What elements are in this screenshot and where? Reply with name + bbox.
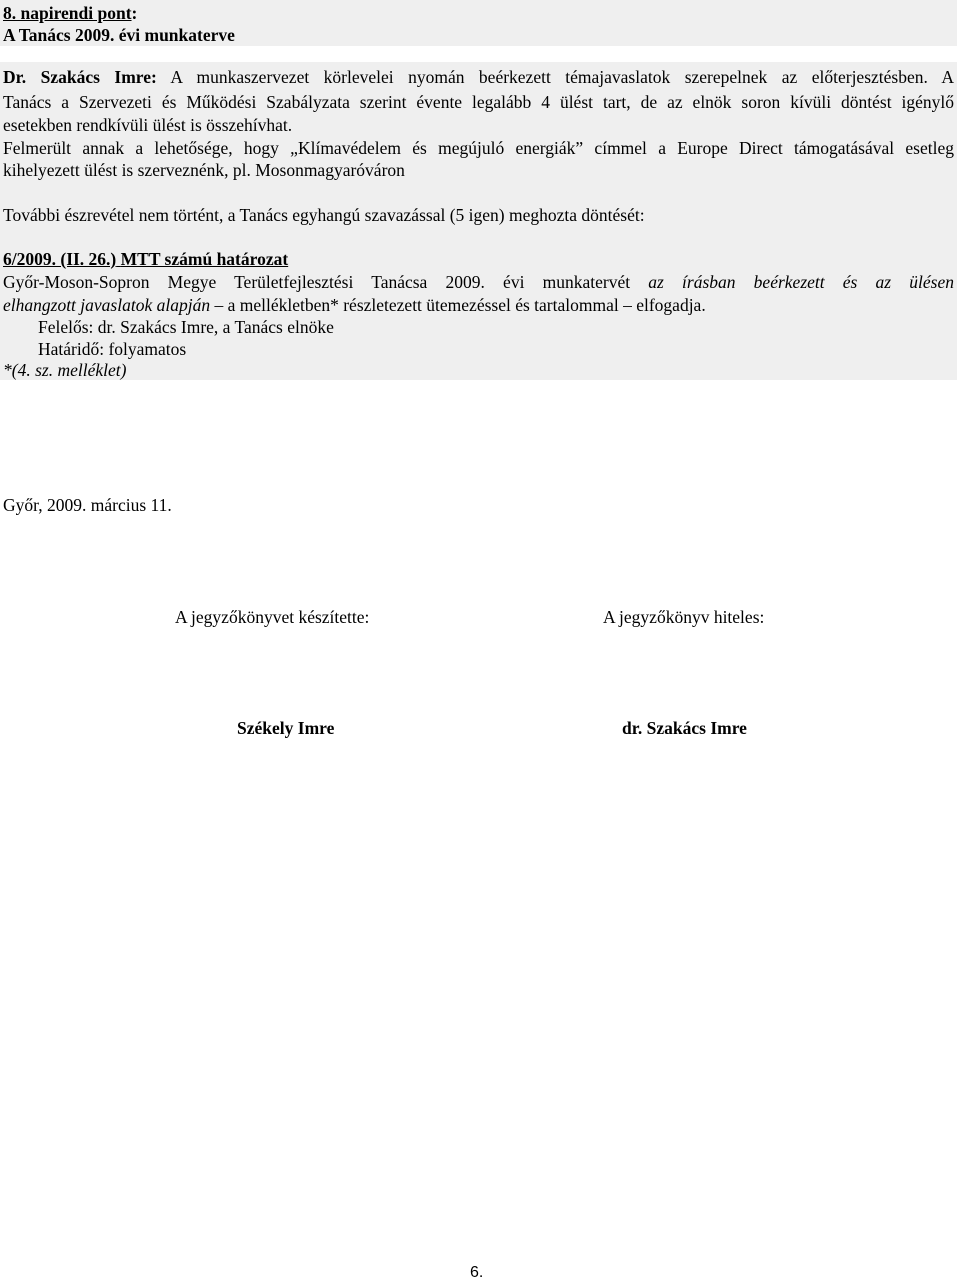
place-date: Győr, 2009. március 11. [3, 495, 172, 515]
resolution-deadline: Határidő: folyamatos [38, 339, 187, 359]
discussion-line-3: esetekben rendkívüli ülést is összehívhat. [3, 115, 293, 135]
discussion-line-5: kihelyezett ülést is szerveznénk, pl. Mosonmagyaróváron [3, 160, 405, 180]
agenda-heading [3, 2, 137, 24]
attachment-note: *(4. sz. melléklet) [3, 360, 127, 380]
resolution-number: 6/2009. (II. 26.) [3, 249, 117, 269]
resolution-heading [3, 248, 288, 270]
resolution-italic-2: elhangzott javaslatok alapján [3, 295, 211, 315]
discussion-line-1 [3, 66, 954, 88]
signature-right-label: A jegyzőkönyv hiteles: [603, 607, 765, 627]
resolution-italic-1: az írásban beérkezett és az ülésen [648, 272, 954, 292]
signature-left-label: A jegyzőkönyvet készítette: [175, 607, 370, 627]
signature-left-name: Székely Imre [237, 718, 335, 738]
resolution-line-2 [3, 294, 706, 316]
resolution-title: MTT számú határozat [120, 249, 289, 269]
agenda-number: 8. napirendi pont [3, 3, 132, 23]
vote-statement: További észrevétel nem történt, a Tanács egyhangú szavazással (5 igen) meghozta döntését: [3, 205, 645, 225]
agenda-colon: : [131, 3, 138, 23]
resolution-text-1: Győr-Moson-Sopron Megye Területfejlesztési Tanácsa 2009. évi munkatervét [3, 272, 631, 292]
resolution-line-1 [3, 271, 954, 293]
agenda-title: A Tanács 2009. évi munkaterve [3, 25, 235, 45]
discussion-text-1: A munkaszervezet körlevelei nyomán beérkezett témajavaslatok szerepelnek az előterjesztésben. A [170, 67, 954, 87]
discussion-line-4: Felmerült annak a lehetősége, hogy „Klímavédelem és megújuló energiák” címmel a Europe Direct támogatásával esetleg [3, 138, 954, 158]
resolution-text-2: – a mellékletben* részletezett ütemezéssel és tartalommal – elfogadja. [214, 295, 706, 315]
speaker-name: Dr. Szakács Imre: [3, 67, 157, 87]
resolution-responsible: Felelős: dr. Szakács Imre, a Tanács elnöke [38, 317, 334, 337]
page-number: 6. [470, 1264, 484, 1281]
discussion-line-2: Tanács a Szervezeti és Működési Szabályzata szerint évente legalább 4 ülést tart, de az elnök soron kívüli döntést igénylő [3, 92, 954, 112]
signature-right-name: dr. Szakács Imre [622, 718, 747, 738]
